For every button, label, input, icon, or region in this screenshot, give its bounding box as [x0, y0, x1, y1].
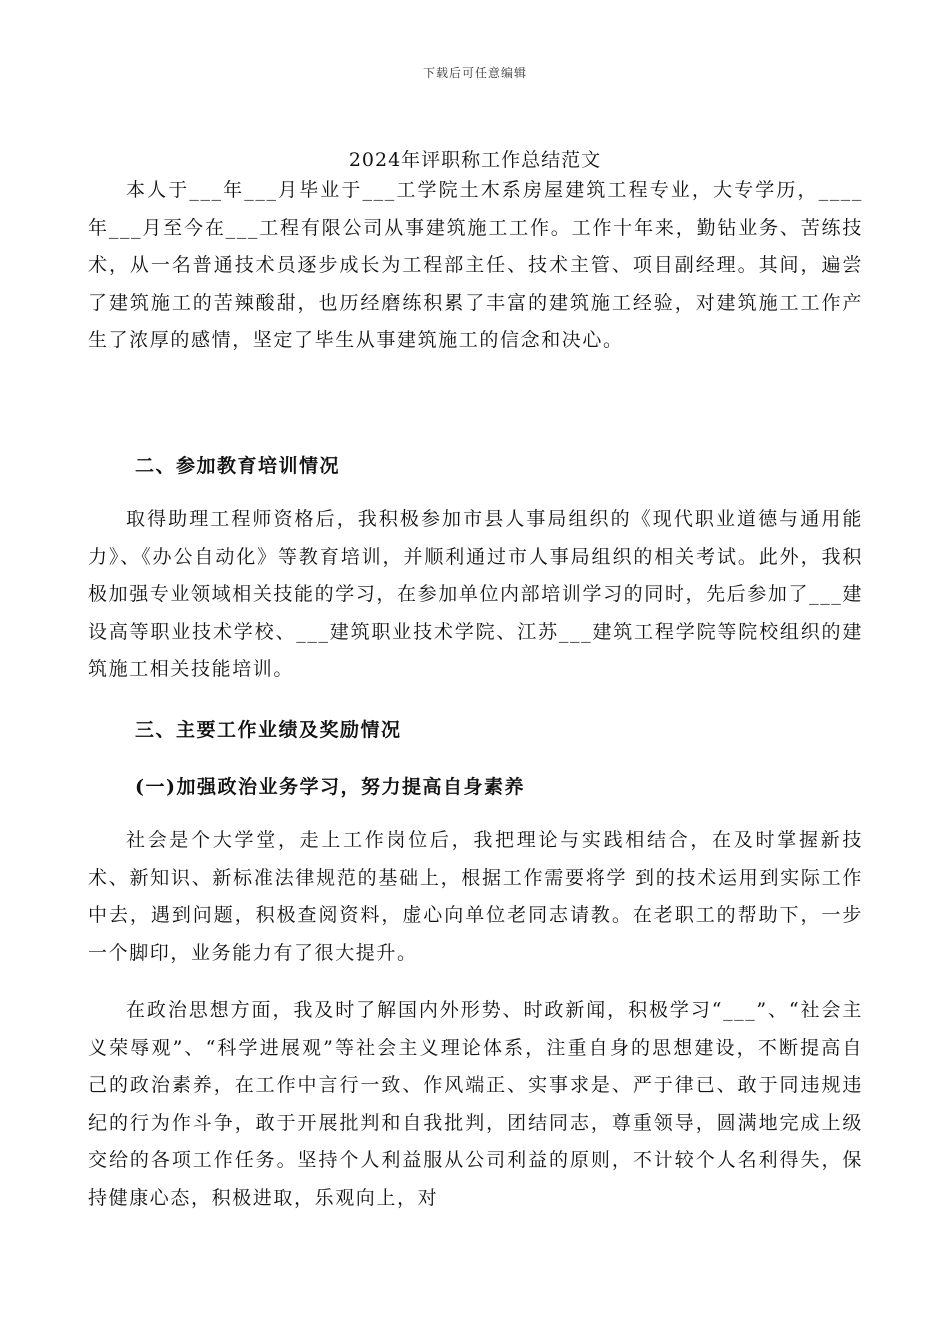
- section-heading-training: 二、参加教育培训情况: [135, 455, 341, 477]
- study-paragraph: 社会是个大学堂，走上工作岗位后，我把理论与实践相结合，在及时掌握新技术、新知识、新标准法律规范的基础上，根据工作需要将学 到的技术运用到实际工作中去，遇到问题，积极查阅资料，虚心向单位老同志请教。在老职工的帮助下，一步一个脚印，业务能力有了很大提升。: [88, 829, 863, 964]
- training-paragraph: 取得助理工程师资格后，我积极参加市县人事局组织的《现代职业道德与通用能力》、《办公自动化》等教育培训，并顺利通过市人事局组织的相关考试。此外，我积极加强专业领域相关技能的学习，在参加单位内部培训学习的同时，先后参加了___建设高等职业技术学校、___建筑职业技术学院、江苏___建筑工程学院等院校组织的建筑施工相关技能培训。: [88, 508, 863, 680]
- intro-paragraph: 本人于___年___月毕业于___工学院土木系房屋建筑工程专业，大专学历，____年___月至今在___工程有限公司从事建筑施工工作。工作十年来，勤钻业务、苦练技术，从一名普通技术员逐步成长为工程部主任、技术主管、项目副经理。其间，遍尝了建筑施工的苦辣酸甜，也历经磨练积累了丰富的建筑施工经验，对建筑施工工作产生了浓厚的感情，坚定了毕生从事建筑施工的信念和决心。: [88, 179, 863, 351]
- document-title: 2024年评职称工作总结范文: [348, 149, 602, 171]
- page-header-note: 下载后可任意编辑: [422, 66, 527, 80]
- subsection-heading-political-study: (一)加强政治业务学习，努力提高自身素养: [135, 776, 525, 798]
- political-paragraph: 在政治思想方面，我及时了解国内外形势、时政新闻，积极学习“___”、“社会主义荣辱观”、“科学进展观”等社会主义理论体系，注重自身的思想建设，不断提高自己的政治素养，在工作中言行一致、作风端正、实事求是、严于律已、敢于同违规违纪的行为作斗争，敢于开展批判和自我批判，团结同志，尊重领导，圆满地完成上级交给的各项工作任务。坚持个人利益服从公司利益的原则，不计较个人名利得失，保持健康心态，积极进取，乐观向上，对: [88, 999, 863, 1209]
- section-heading-achievements: 三、主要工作业绩及奖励情况: [135, 719, 402, 741]
